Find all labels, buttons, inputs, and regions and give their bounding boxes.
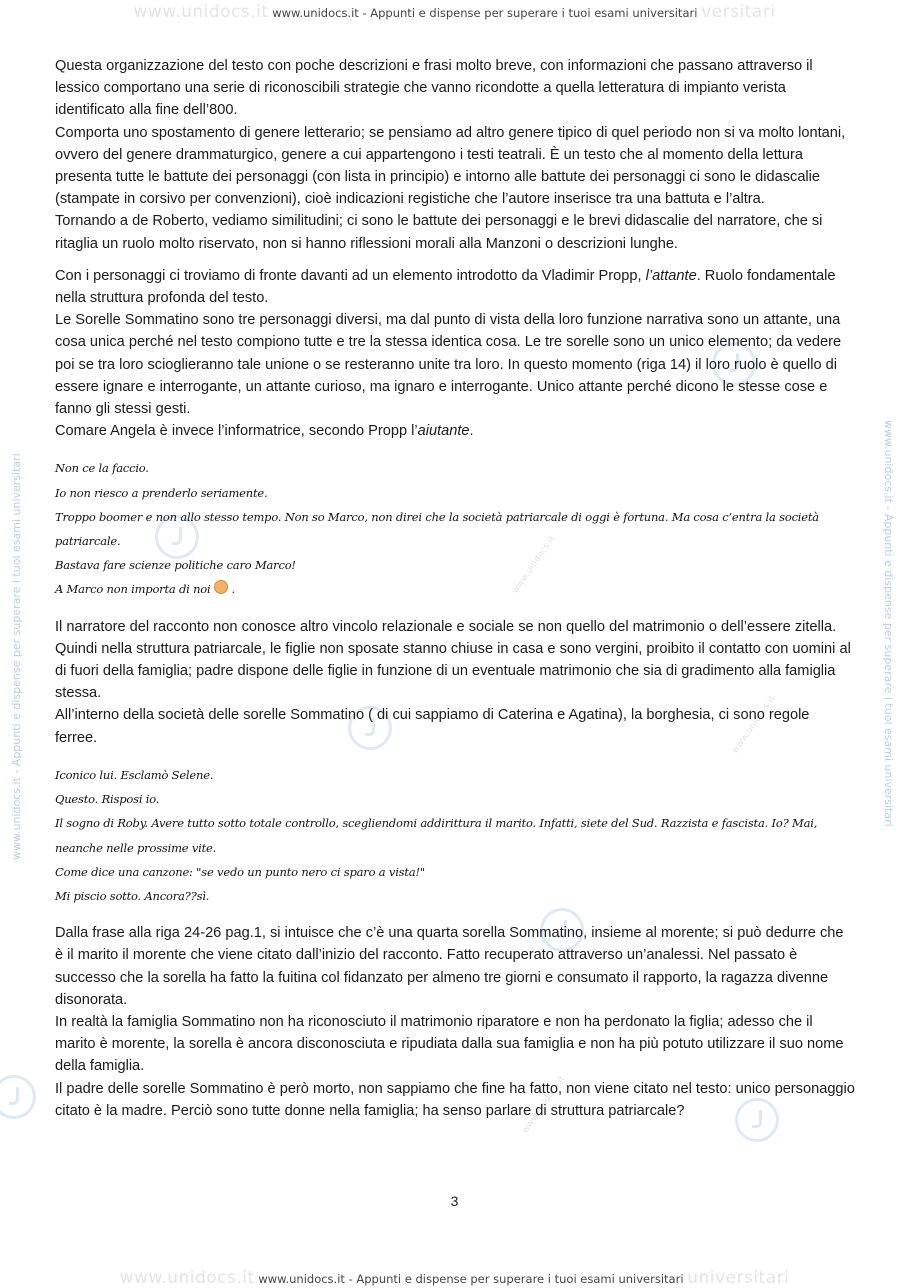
diagonal-watermark: www.unidocs.it xyxy=(730,694,778,756)
handwritten-line: Come dice una canzone: "se vedo un punto nero ci sparo a vista!" xyxy=(55,864,425,879)
handwritten-note xyxy=(55,456,855,601)
handwritten-line: Iconico lui. Esclamò Selene. xyxy=(55,767,214,782)
text-run: . Ruolo fondamentale nella struttura profonda del testo. xyxy=(55,267,836,307)
diagonal-watermark: www.unidocs.it xyxy=(520,1074,568,1136)
text-run: Con i personaggi ci troviamo di fronte davanti ad un elemento introdotto da Vladimir Propp, xyxy=(55,267,646,284)
handwritten-line: Troppo boomer e non allo stesso tempo. Non so Marco, non direi che la società patriarcale di oggi è fortuna. Ma cosa c’entra la società patriarcale. xyxy=(55,509,819,549)
right-side-watermark: www.unidocs.it - Appunti e dispense per superare i tuoi esami universitari xyxy=(882,420,895,827)
bottom-watermark xyxy=(0,1268,909,1288)
paragraph xyxy=(55,420,855,442)
page-number: 3 xyxy=(450,1193,459,1209)
italic-term: l’attante xyxy=(645,267,697,284)
unidocs-logo-icon xyxy=(0,1075,36,1119)
bottom-watermark-banner[interactable]: www.unidocs.it - Appunti e dispense per superare i tuoi esami universitari xyxy=(258,1272,684,1286)
paragraph: Il padre delle sorelle Sommatino è però morto, non sappiamo che fine ha fatto, non viene citato nel testo: unico personaggio citato è la madre. Perciò sono tutte donne nella famiglia; ha senso parlare di struttura patriarcale? xyxy=(55,1080,855,1119)
handwritten-line: Bastava fare scienze politiche caro Marco! xyxy=(55,558,296,573)
text-run: . xyxy=(469,423,474,440)
handwritten-line: Non ce la faccio. xyxy=(55,461,149,476)
top-watermark-ghost-left: www.unidocs.it xyxy=(133,2,269,22)
document-body xyxy=(55,55,855,1122)
top-watermark xyxy=(0,2,909,22)
handwritten-line: Il sogno di Roby. Avere tutto sotto totale controllo, scegliendomi addirittura il marito. Infatti, siete del Sud. Razzista e fascista. Io? Mai, neanche nelle prossime vite. xyxy=(55,816,818,855)
paragraph: In realtà la famiglia Sommatino non ha riconosciuto il matrimonio riparatore e non ha perdonato la figlia; adesso che il marito è morente, la sorella è ancora disconosciuta e ripudiata dalla sua famiglia e non ha più potuto utilizzare il suo nome della famiglia. xyxy=(55,1013,844,1075)
paragraph: Questa organizzazione del testo con poche descrizioni e frasi molto breve, con informazioni che passano attraverso il lessico comportano una serie di riconoscibili strategie che vanno ricondotte a quella letteratura di impianto verista identificato alla fine dell’800. xyxy=(55,58,813,119)
italic-term: aiutante xyxy=(417,423,470,440)
paragraph: Comporta uno spostamento di genere letterario; se pensiamo ad altro genere tipico di quel periodo non si va molto lontani, ovvero del genere drammaturgico, genere a cui appartengono i testi teatrali. È un testo che al momento della lettura presenta tutte le battute dei personaggi (con lista in principio) e intorno alle battute dei personaggi ci sono le didascalie (stampate in corsivo per convenzioni), cioè indicazioni registiche che l’autore inserisce tra una battuta e l’altra. xyxy=(55,124,846,208)
paragraph: Dalla frase alla riga 24-26 pag.1, si intuisce che c’è una quarta sorella Sommatino, insieme al morente; si può dedurre che è il marito il morente che viene citato dall’inizio del racconto. Fatto recuperato attraverso un’analessi. Nel passato è successo che la sorella ha fatto la fuitina col fidanzato per almeno tre giorni e consumato il rapporto, la ragazza divenne disonorata. xyxy=(55,925,844,1008)
sad-face-icon xyxy=(214,580,228,594)
paragraph: Tornando a de Roberto, vediamo similitudini; ci sono le battute dei personaggi e le brevi didascalie del narratore, che si ritaglia un ruolo molto riservato, non si hanno riflessioni morali alla Manzoni o descrizioni lunghe. xyxy=(55,213,823,252)
bottom-watermark-ghost-right: universitari xyxy=(687,1268,790,1288)
paragraph: Le Sorelle Sommatino sono tre personaggi diversi, ma dal punto di vista della loro funzione narrativa sono un attante, una cosa unica perché nel testo compiono tutte e tre la stessa identica cosa. Le tre sorelle sono un unico elemento; da vedere poi se tra loro scioglieranno tale unione o se resteranno unite tra loro. In questo momento (riga 14) il loro ruolo è quello di essere ignare e interrogante, un attante curioso, ma ignaro e interrogante. Unico attante perché dicono le stesse cose e fanno gli stessi gesti. xyxy=(55,312,842,418)
paragraph xyxy=(55,265,855,309)
paragraph: Il narratore del racconto non conosce altro vincolo relazionale e sociale se non quello del matrimonio o dell’essere zitella. Quindi nella struttura patriarcale, le figlie non sposate stanno chiuse in casa e sono vergini, proibito il contatto con uomini al di fuori della famiglia; padre dispone delle figlie in funzione di un eventuale matrimonio che sia di gradimento alla famiglia stessa. xyxy=(55,618,851,702)
diagonal-watermark: www.unidocs.it xyxy=(510,534,558,596)
paragraph: All’interno della società delle sorelle Sommatino ( di cui sappiamo di Caterina e Agatina), la borghesia, ci sono regole ferree. xyxy=(55,707,810,746)
handwritten-line: Mi piscio sotto. Ancora??sì. xyxy=(55,888,210,903)
handwritten-line: Io non riesco a prenderlo seriamente. xyxy=(55,485,268,500)
top-watermark-ghost-right: versitari xyxy=(701,2,776,22)
handwritten-text: A Marco non importa di noi xyxy=(55,582,211,597)
handwritten-line: A Marco non importa di noi . xyxy=(55,582,235,597)
handwritten-line: Questo. Risposi io. xyxy=(55,792,160,807)
left-side-watermark: www.unidocs.it - Appunti e dispense per superare i tuoi esami universitari xyxy=(10,453,23,860)
top-watermark-banner[interactable]: www.unidocs.it - Appunti e dispense per superare i tuoi esami universitari xyxy=(272,6,698,20)
handwritten-note xyxy=(55,763,855,908)
text-run: Comare Angela è invece l’informatrice, secondo Propp l’ xyxy=(55,423,418,440)
bottom-watermark-ghost-left: www.unidocs.it xyxy=(119,1268,255,1288)
